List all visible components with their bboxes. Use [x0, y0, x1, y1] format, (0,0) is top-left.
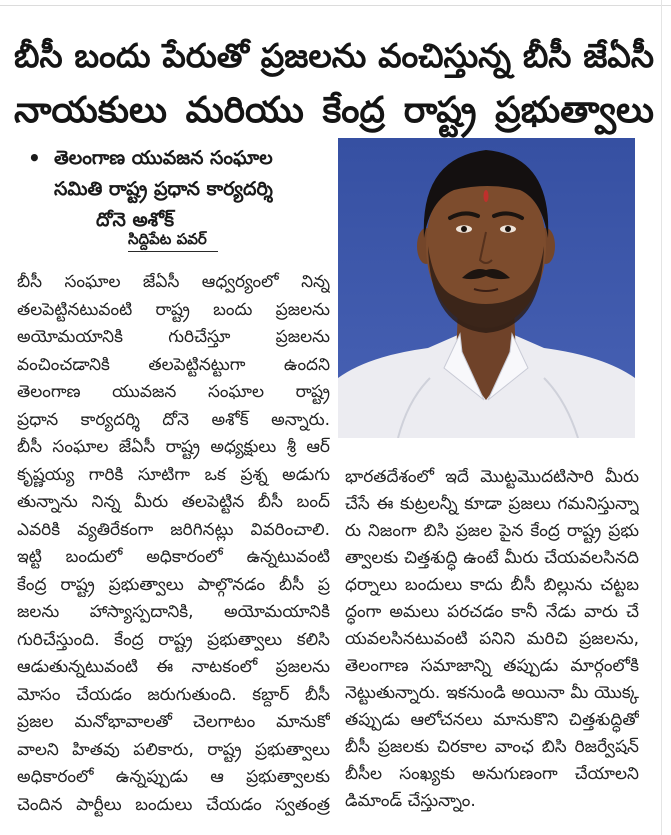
left-column-line: జలను హాస్యాస్పదానికి, అయోమయానికి	[17, 602, 330, 622]
left-column-line: బీసీ సంఘాల జేఏసీ రాష్ట్ర అధ్యక్షులు శ్రీ ఆర్	[17, 437, 330, 457]
left-column-line: మోసం చేయడం జరుగుతుంది. కబ్దార్ బీసీ	[17, 684, 330, 705]
top-border	[0, 5, 671, 6]
highlight-line: దోనె అశోక్	[96, 209, 175, 231]
left-column-line: ఇట్టి బందులో అధికారంలో ఉన్నటువంటి	[17, 547, 330, 567]
highlight-text	[54, 143, 328, 236]
right-column-line: యవలసినటువంటి పనిని మరిచి ప్రజలను,	[345, 629, 639, 649]
right-column-line: తప్పుడు ఆలోచనలు మానుకొని చిత్తశుద్ధితో	[345, 710, 639, 730]
left-column-line: ప్రధాన కార్యదర్శి దోనె అశోక్ అన్నారు.	[17, 409, 330, 430]
right-column-line: తెలంగాణ సమాజాన్ని తప్పుడు మార్గంలోకి	[345, 656, 639, 676]
article-body-left	[17, 269, 330, 819]
author-photo-image	[338, 138, 635, 438]
left-column-line: తలపెట్టినటువంటి రాష్ట్ర బందు ప్రజలను	[17, 299, 330, 320]
highlight-line: తెలంగాణ యువజన సంఘాల	[54, 147, 273, 169]
left-column-line: తున్నాను నిన్న మీరు తలపెట్టిన బీసీ బంద్	[17, 492, 330, 512]
left-column-line: ప్రజల మనోభావాలతో చెలగాటం మానుకో	[17, 712, 330, 732]
left-column-line: బీసీ సంఘాల జేఏసీ ఆధ్వర్యంలో నిన్న	[17, 272, 330, 292]
headline-line: నాయకులు మరియు కేంద్ర రాష్ట్ర ప్రభుత్వాలు	[14, 90, 654, 131]
left-column-line: గురిచేస్తుంది. కేంద్ర రాష్ట్ర ప్రభుత్వాలు కలిసి	[17, 629, 330, 650]
article-body-right	[345, 464, 639, 815]
right-column-line: త్వాలకు చిత్తశుద్ధి ఉంటే మీరు చేయవలసినది	[345, 548, 639, 568]
right-column-line: రు నిజంగా బిసి ప్రజల పైన కేంద్ర రాష్ట్ర ప్రభు	[345, 521, 639, 541]
right-column-line: బీసీ ప్రజలకు చిరకాల వాంఛ బిసి రిజర్వేషన్	[345, 737, 639, 757]
right-column-line: భారతదేశంలో ఇదే మొట్టమొదటిసారి మీరు	[345, 467, 639, 487]
bullet-icon: •	[28, 146, 41, 170]
left-column-line: తెలంగాణ యువజన సంఘాల రాష్ట్ర	[17, 382, 330, 402]
headline-line: బీసీ బందు పేరుతో ప్రజలను వంచిస్తున్న బీసీ జేఏసీ	[14, 36, 654, 75]
left-column-line: ఆడుతున్నటువంటి ఈ నాటకంలో ప్రజలను	[17, 657, 330, 677]
right-column-line: నెట్టుతున్నారు. ఇకనుండి అయినా మీ యొక్క	[345, 683, 639, 703]
byline: సిద్దిపేట పవర్	[128, 228, 218, 252]
left-column-line: వంచించడానికి తలపెట్టినట్టుగా ఉందని	[17, 354, 330, 375]
right-column-line: బీసీల సంఖ్యకు అనుగుణంగా చేయాలని	[345, 764, 639, 784]
highlight-line: సమితి రాష్ట్ర ప్రధాన కార్యదర్శి	[54, 178, 273, 200]
right-column-line: డిమాండ్ చేస్తున్నాం.	[345, 791, 476, 811]
right-column-line: ద్ధంగా అమలు పరచడం కానీ నేడు వారు చే	[345, 602, 639, 622]
left-column-line: చెందిన పార్టీలు బందులు చేయడం స్వతంత్ర	[17, 794, 330, 815]
author-photo	[338, 138, 635, 438]
left-column-line: ఎవరికి వ్యతిరేకంగా జరిగినట్లు వివరించాలి.	[17, 519, 330, 540]
headline	[14, 28, 654, 138]
left-column-line: వాలని హితవు పలికారు, రాష్ట్ర ప్రభుత్వాలు	[17, 739, 330, 760]
right-border	[661, 0, 662, 835]
left-column-line: అయోమయానికి గురిచేస్తూ ప్రజలను	[17, 327, 330, 347]
left-column-line: అధికారంలో ఉన్నప్పుడు ఆ ప్రభుత్వాలకు	[17, 767, 330, 787]
highlight-block	[28, 143, 328, 238]
left-column-line: కృష్ణయ్య గారికి సూటిగా ఒక ప్రశ్న అడుగు	[17, 464, 330, 485]
left-column-line: కేంద్ర రాష్ట్ర ప్రభుత్వాలు పాల్గొనడం బీసీ ప్ర	[17, 574, 330, 595]
right-column-line: చేసే ఈ కుట్రలన్నీ కూడా ప్రజలు గమనిస్తున్నా	[345, 494, 639, 514]
right-column-line: ధర్నాలు బందులు కాదు బీసీ బిల్లును చట్టబ	[345, 575, 639, 595]
